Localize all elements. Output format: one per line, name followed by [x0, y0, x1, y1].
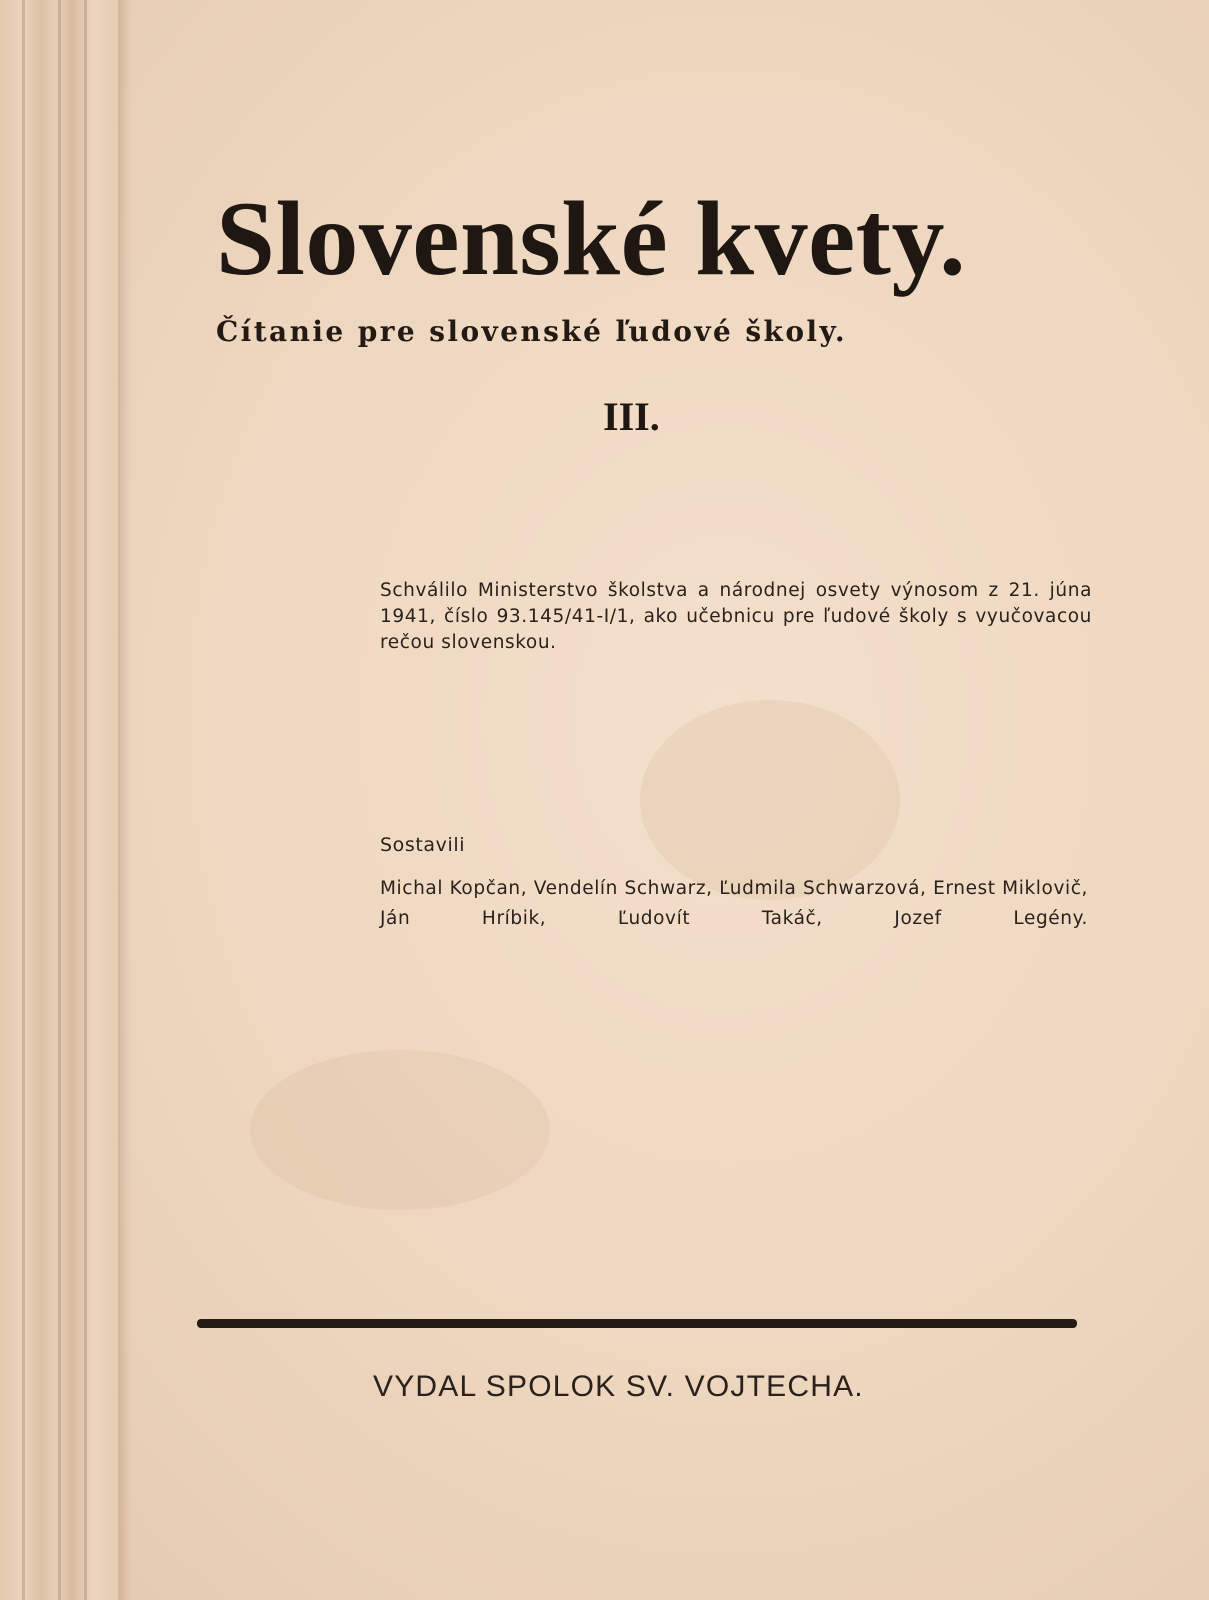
authors-list: Michal Kopčan, Vendelín Schwarz, Ľudmila Schwarzová, Ernest Miklovič, Ján Hríbik, Ľudovít Takáč, Jozef Legény.	[380, 878, 1088, 929]
publisher-line: VYDAL SPOLOK SV. VOJTECHA.	[373, 1370, 864, 1403]
compiled-by-label: Sostavili	[380, 834, 466, 856]
book-title: Slovenské kvety.	[216, 180, 967, 297]
approval-notice: Schválilo Ministerstvo školstva a národnej osvety výnosom z 21. júna 1941, číslo 93.145/41-I/1, ako učebnicu pre ľudové školy s vyučovacou rečou slovenskou.	[380, 580, 1092, 653]
paper-stain	[250, 1050, 550, 1210]
spine-fold-line	[22, 0, 25, 1600]
volume-number: III.	[603, 394, 660, 439]
paper-stain	[640, 700, 900, 900]
page-edge-shadow	[118, 0, 132, 1600]
book-subtitle: Čítanie pre slovenské ľudové školy.	[216, 315, 848, 348]
divider-rule	[197, 1319, 1077, 1328]
spine-fold-line	[58, 0, 61, 1600]
spine-fold-line	[84, 0, 87, 1600]
book-spine	[0, 0, 120, 1600]
